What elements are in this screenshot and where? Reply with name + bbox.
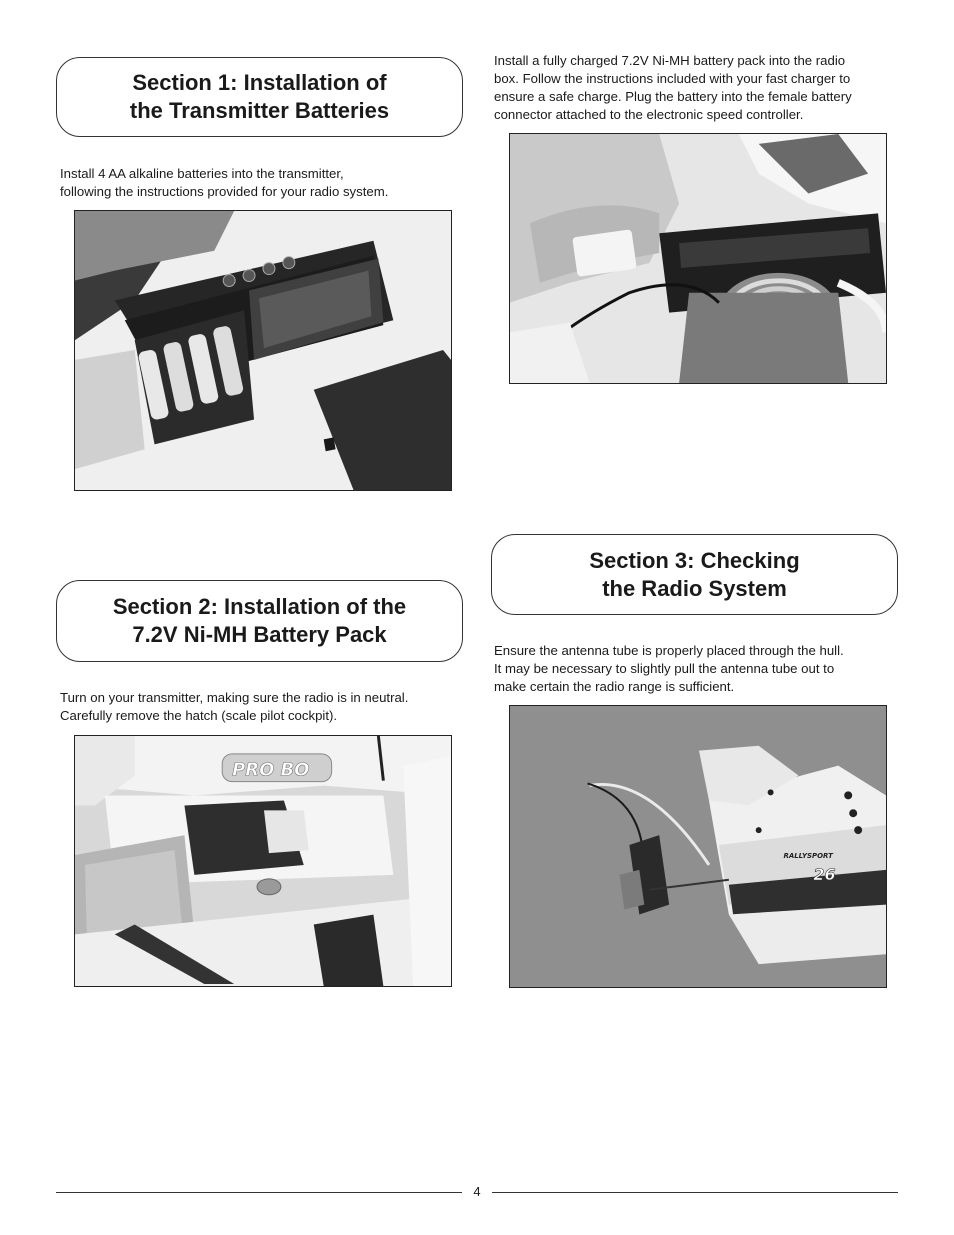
section-2-body-line-1: Turn on your transmitter, making sure the radio is in neutral. [60, 690, 409, 705]
section-1-title-line-1: Section 1: Installation of [132, 70, 387, 95]
section-3-title-line-2: the Radio System [602, 575, 787, 601]
section-2-title-line-1: Section 2: Installation of the [112, 594, 407, 619]
section-3-body-line-3: make certain the radio range is sufficient. [494, 679, 735, 694]
boat-antenna-photo [509, 705, 887, 988]
boat-logo-text: PRO BO [232, 759, 310, 781]
rallysport-text: RALLYSPORT [783, 851, 833, 860]
section-3-body [494, 642, 844, 696]
radio-box-photo [74, 735, 452, 987]
battery-install-body-line-3: ensure a safe charge. Plug the battery into the female battery [494, 89, 852, 104]
battery-connector-illustration [510, 134, 886, 383]
footer-rule-right [492, 1192, 898, 1193]
boat-number-text: 26 [813, 864, 836, 884]
section-2-body-line-2: Carefully remove the hatch (scale pilot cockpit). [60, 708, 338, 723]
battery-connector-photo [509, 133, 887, 384]
boat-antenna-illustration [510, 706, 886, 987]
section-1-heading [56, 57, 463, 137]
section-1-title-line-2: the Transmitter Batteries [129, 98, 390, 123]
battery-install-body-line-4: connector attached to the electronic speed controller. [494, 107, 804, 122]
section-2-title-line-2: 7.2V Ni-MH Battery Pack [132, 622, 387, 647]
footer-rule-left [56, 1192, 462, 1193]
battery-install-body-line-1: Install a fully charged 7.2V Ni-MH battery pack into the radio [494, 53, 846, 68]
section-2-heading [56, 580, 463, 662]
battery-install-body-line-2: box. Follow the instructions included with your fast charger to [494, 71, 851, 86]
section-1-body-line-2: following the instructions provided for your radio system. [60, 184, 389, 199]
section-3-body-line-2: It may be necessary to slightly pull the antenna tube out to [494, 661, 835, 676]
transmitter-batteries-photo [74, 210, 452, 491]
radio-box-illustration [75, 736, 451, 986]
section-2-body [60, 689, 408, 725]
section-3-body-line-1: Ensure the antenna tube is properly placed through the hull. [494, 643, 844, 658]
section-3-heading [491, 534, 898, 615]
transmitter-illustration [75, 211, 451, 490]
section-1-body-line-1: Install 4 AA alkaline batteries into the transmitter, [60, 166, 344, 181]
section-3-title-line-1: Section 3: Checking [589, 547, 800, 573]
battery-install-body [494, 52, 852, 124]
section-1-body [60, 165, 388, 201]
page-number: 4 [473, 1184, 481, 1199]
